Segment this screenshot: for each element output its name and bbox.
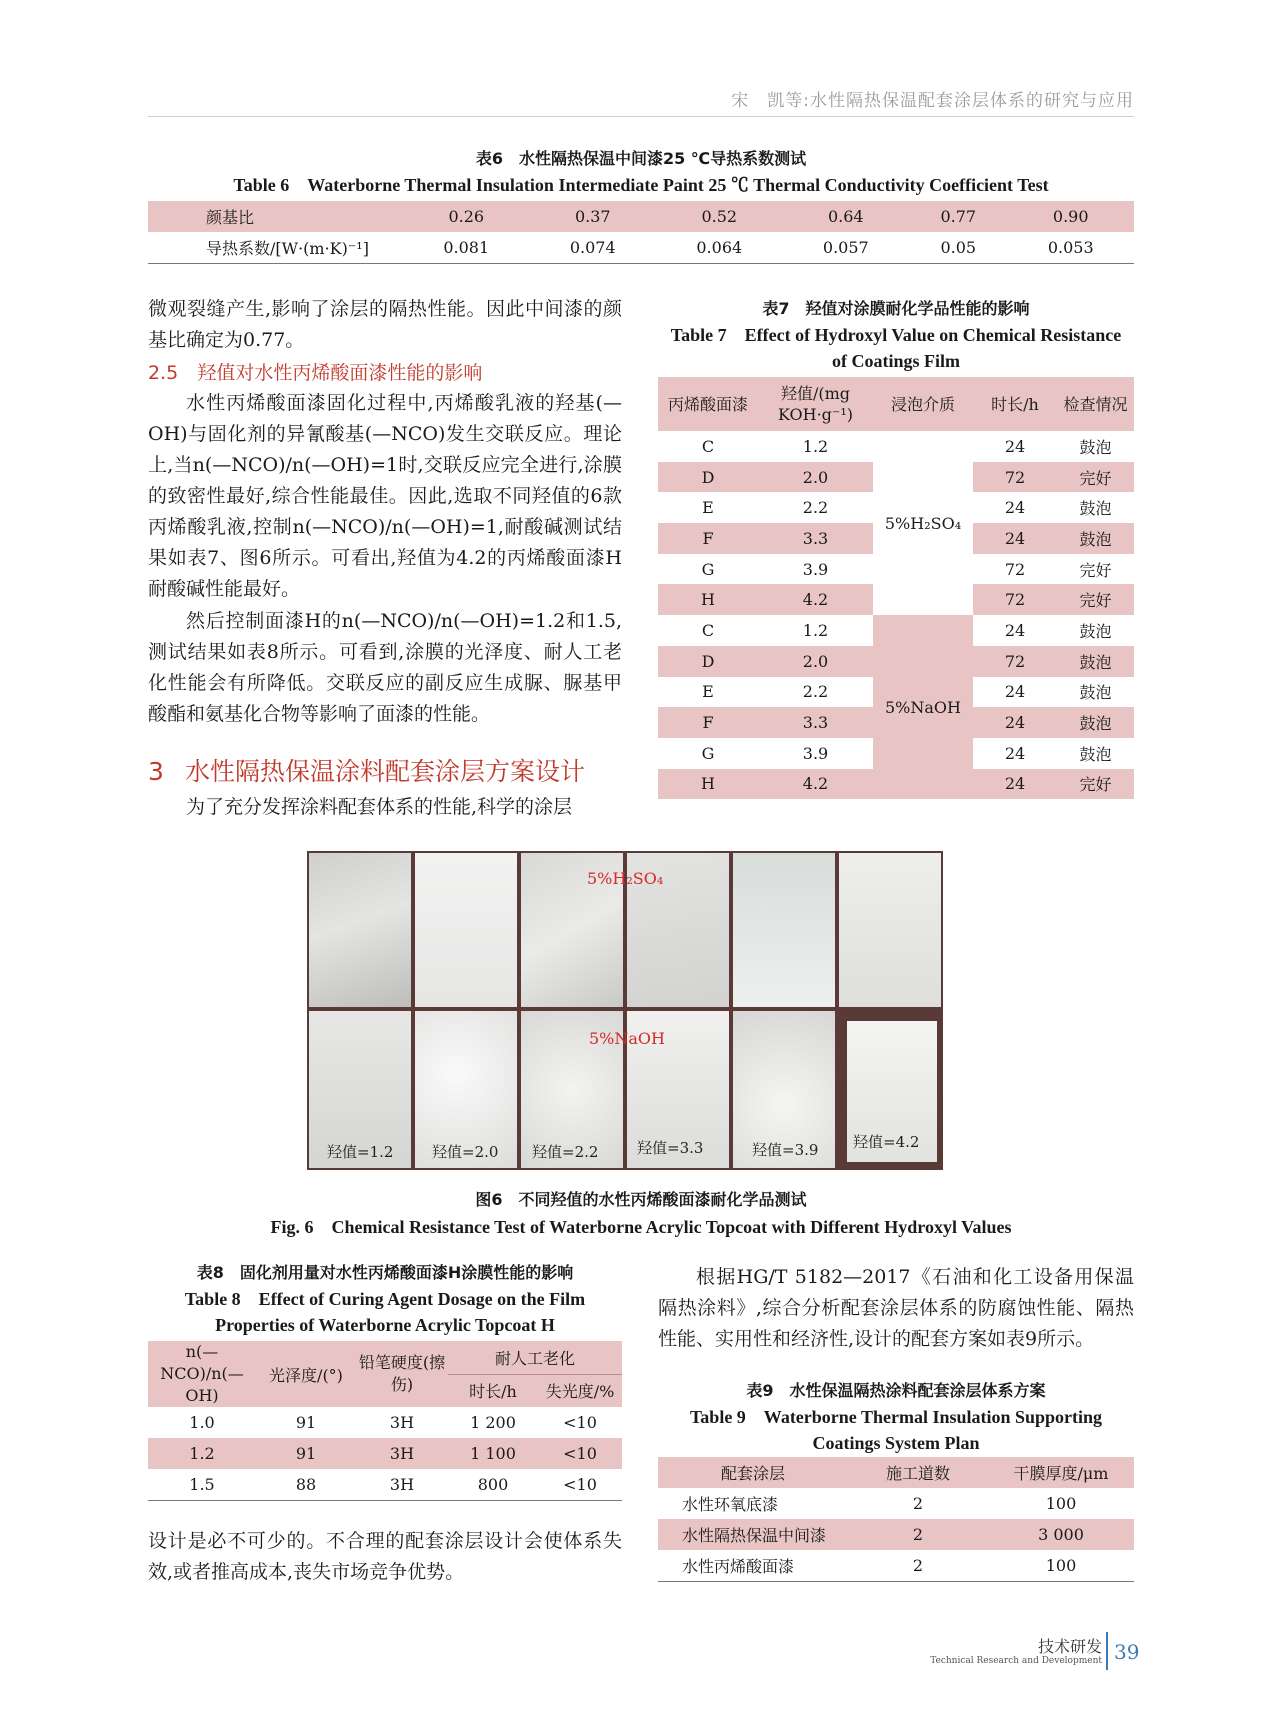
table9-cell: 水性丙烯酸面漆	[682, 1557, 795, 1576]
table7-header-row	[658, 377, 1134, 431]
table7-header: 丙烯酸面漆	[667, 394, 748, 414]
table7-cell: 2.0	[758, 646, 873, 677]
panel-label: 羟值=1.2	[327, 1143, 394, 1161]
table9-cell: 2	[912, 1556, 924, 1575]
table8-header-hardness: 铅笔硬度(擦伤)	[358, 1353, 446, 1394]
section-title: 水性隔热保温涂料配套涂层方案设计	[185, 757, 586, 786]
table7-cell: 鼓泡	[1057, 523, 1134, 554]
table8-header-row	[148, 1341, 622, 1374]
table9-cell: 水性环氧底漆	[682, 1495, 779, 1514]
table6-row-conductivity	[148, 232, 1134, 264]
table8-cell: 800	[477, 1474, 509, 1494]
table8-caption-cn: 表8 固化剂用量对水性丙烯酸面漆H涂膜性能的影响	[196, 1263, 574, 1282]
table6-cell: 0.081	[403, 232, 530, 264]
figure6-caption-en: Fig. 6 Chemical Resistance Test of Waterborne Acrylic Topcoat with Different Hydroxyl Values	[270, 1217, 1012, 1237]
table7-cell: 2.2	[802, 498, 829, 518]
table7-cell: 24	[1004, 743, 1026, 763]
table8-header-loss: 失光度/%	[545, 1382, 615, 1402]
table6-cell: 0.057	[783, 232, 910, 264]
table8-cell: 3H	[389, 1444, 415, 1463]
table9-row	[658, 1488, 1134, 1519]
table6-cell: 0.053	[1007, 232, 1134, 264]
table7-cell: 完好	[1057, 462, 1134, 493]
table9	[658, 1457, 1134, 1582]
table7-cell: 鼓泡	[1079, 621, 1112, 641]
table7-cell: 1.2	[802, 620, 829, 640]
table7-cell: 2.0	[758, 462, 873, 493]
table7-cell: 完好	[1057, 769, 1134, 800]
table9-header: 施工道数	[885, 1464, 950, 1483]
panel-label: 羟值=3.9	[752, 1141, 819, 1159]
table6-cell: 0.77	[940, 207, 977, 226]
table8-cell: <10	[563, 1474, 597, 1494]
table9-header: 配套涂层	[720, 1464, 785, 1483]
table8-header-ratio: n(—NCO)/n(—OH)	[160, 1342, 244, 1405]
table8-cell: 3H	[389, 1413, 415, 1432]
section-heading-3	[148, 752, 638, 788]
table7-cell: 24	[973, 769, 1057, 800]
table7-cell: 24	[1004, 436, 1026, 456]
table8-caption-en: Properties of Waterborne Acrylic Topcoat H	[215, 1315, 555, 1335]
table7-row	[658, 431, 1134, 462]
table9-header: 干膜厚度/μm	[1013, 1464, 1109, 1483]
table7-cell: H	[658, 584, 758, 615]
table6-cell: 0.074	[530, 232, 657, 264]
table7-cell: 24	[1004, 498, 1026, 518]
panel-label: 羟值=2.2	[532, 1143, 599, 1161]
table7-cell: E	[702, 682, 714, 702]
table7-cell: 24	[1004, 620, 1026, 640]
footer-divider	[1106, 1632, 1108, 1670]
table8-header-aging: 耐人工老化	[448, 1341, 622, 1374]
table7-cell: F	[658, 523, 758, 554]
figure6-label-acid: 5%H₂SO₄	[587, 869, 664, 888]
header-rule	[148, 116, 1134, 117]
running-header: 宋 凯等:水性隔热保温配套涂层体系的研究与应用	[731, 91, 1134, 111]
table7-cell: E	[702, 498, 714, 518]
table7-caption-en: Table 7 Effect of Hydroxyl Value on Chemical Resistance	[670, 325, 1122, 345]
table9-caption-en: Coatings System Plan	[812, 1433, 980, 1453]
table7-cell: 72	[973, 584, 1057, 615]
table7	[658, 377, 1134, 799]
paragraph: 水性丙烯酸面漆固化过程中,丙烯酸乳液的羟基(—OH)与固化剂的异氰酸基(—NCO)发生交联反应。理论上,当n(—NCO)/n(—OH)=1时,交联反应完全进行,涂膜的致密性最好,综合性能最佳。因此,选取不同羟值的6款丙烯酸乳液,控制n(—NCO)/n(—OH)=1,耐酸碱测试结果如表7、图6所示。可看出,羟值为4.2的丙烯酸面漆H耐酸碱性能最好。	[148, 392, 622, 600]
table8-header-gloss: 光泽度/(°)	[269, 1365, 343, 1385]
table9-cell: 水性隔热保温中间漆	[682, 1526, 827, 1545]
table7-cell: 鼓泡	[1057, 707, 1134, 738]
figure6-photo	[307, 851, 943, 1170]
table7-cell: 3.3	[758, 707, 873, 738]
table7-cell: 鼓泡	[1057, 646, 1134, 677]
table7-medium-base: 5%NaOH	[873, 615, 973, 799]
figure6-label-base: 5%NaOH	[589, 1029, 665, 1048]
table6-cell: 0.52	[701, 207, 738, 226]
table8-row	[148, 1407, 622, 1438]
table9-caption-en: Table 9 Waterborne Thermal Insulation Supporting	[689, 1407, 1103, 1427]
table8-cell: 91	[295, 1413, 317, 1432]
table7-header: 检查情况	[1063, 394, 1128, 414]
table7-cell: 鼓泡	[1079, 683, 1112, 703]
table7-cell: 鼓泡	[1079, 499, 1112, 519]
table6-row2-label: 导热系数/[W·(m·K)⁻¹]	[148, 232, 403, 264]
table8-cell: 91	[295, 1444, 317, 1463]
table8-cell: 88	[295, 1474, 317, 1494]
table9-cell: 100	[1045, 1494, 1077, 1513]
table8-cell: 3H	[389, 1474, 415, 1494]
table8-cell: 1 100	[470, 1444, 516, 1463]
table6-cell: 0.064	[656, 232, 783, 264]
table7-cell: G	[701, 743, 715, 763]
table8-cell: <10	[563, 1444, 597, 1463]
table7-header: 时长/h	[991, 394, 1039, 414]
table7-cell: 24	[1004, 682, 1026, 702]
table9-row	[658, 1519, 1134, 1550]
table6-row-ratio	[148, 201, 1134, 232]
table7-header: 羟值/(mg KOH·g⁻¹)	[777, 384, 854, 424]
table8	[148, 1341, 622, 1501]
table7-cell: 鼓泡	[1079, 437, 1112, 457]
table8-row	[148, 1438, 622, 1469]
table7-cell: 4.2	[758, 769, 873, 800]
page-number: 39	[1114, 1640, 1140, 1664]
table7-row	[658, 615, 1134, 646]
table8-cell: 1 200	[470, 1413, 516, 1432]
table7-header: 浸泡介质	[890, 394, 955, 414]
table8-cell: 1.0	[189, 1413, 215, 1432]
panel-acid-1	[309, 853, 411, 1007]
table7-cell: 鼓泡	[1079, 744, 1112, 764]
table6-cell: 0.05	[909, 232, 1007, 264]
figure6-caption-cn: 图6 不同羟值的水性丙烯酸面漆耐化学品测试	[475, 1190, 807, 1209]
panel-acid-2	[415, 853, 517, 1007]
table7-cell: 2.2	[802, 682, 829, 702]
table7-cell: 4.2	[758, 584, 873, 615]
paragraph: 根据HG/T 5182—2017《石油和化工设备用保温隔热涂料》,综合分析配套涂层体系的防腐蚀性能、隔热性能、实用性和经济性,设计的配套方案如表9所示。	[658, 1266, 1134, 1350]
panel-acid-6	[839, 853, 941, 1007]
table9-cell: 2	[912, 1525, 924, 1544]
table7-caption-en: of Coatings Film	[832, 351, 960, 371]
table6-row1-label: 颜基比	[206, 208, 255, 227]
table8-cell: <10	[563, 1413, 597, 1432]
table6-cell: 0.26	[448, 207, 485, 226]
table8-caption-en: Table 8 Effect of Curing Agent Dosage on the Film	[184, 1289, 586, 1309]
table6	[148, 201, 1134, 264]
table7-cell: 完好	[1079, 560, 1112, 580]
table7-cell: 72	[1004, 559, 1026, 579]
table6-cell: 0.64	[827, 207, 864, 226]
table7-cell: 3.9	[802, 743, 829, 763]
table7-caption-cn: 表7 羟值对涂膜耐化学品性能的影响	[762, 299, 1030, 318]
panel-acid-5	[733, 853, 835, 1007]
table7-cell: 72	[973, 646, 1057, 677]
panel-label: 羟值=2.0	[432, 1143, 499, 1161]
paragraph: 设计是必不可少的。不合理的配套涂层设计会使体系失效,或者推高成本,丧失市场竞争优势。	[148, 1530, 622, 1583]
table7-cell: G	[701, 559, 715, 579]
table7-cell: D	[658, 462, 758, 493]
table7-cell: F	[658, 707, 758, 738]
table8-cell: 1.2	[189, 1444, 215, 1463]
table7-cell: 完好	[1057, 584, 1134, 615]
paragraph: 微观裂缝产生,影响了涂层的隔热性能。因此中间漆的颜基比确定为0.77。	[148, 298, 622, 351]
paragraph: 为了充分发挥涂料配套体系的性能,科学的涂层	[186, 796, 573, 818]
table6-cell: 0.37	[574, 207, 611, 226]
footer-section-en: Technical Research and Development	[930, 1656, 1102, 1666]
table8-cell: 1.5	[189, 1474, 215, 1494]
table6-caption-cn: 表6 水性隔热保温中间漆25 ℃导热系数测试	[475, 149, 807, 168]
table7-cell: C	[701, 620, 715, 640]
table7-cell: 24	[973, 523, 1057, 554]
table9-header-row	[658, 1457, 1134, 1488]
section-title: 羟值对水性丙烯酸面漆性能的影响	[197, 362, 483, 384]
panel-label: 羟值=3.3	[637, 1139, 704, 1157]
footer-section-cn: 技术研发	[1037, 1637, 1102, 1656]
table7-cell: 3.3	[758, 523, 873, 554]
panel-label: 羟值=4.2	[853, 1133, 920, 1151]
table7-cell: D	[658, 646, 758, 677]
table8-header-time: 时长/h	[469, 1382, 517, 1402]
table7-cell: 24	[973, 707, 1057, 738]
table7-cell: H	[658, 769, 758, 800]
table6-caption-en: Table 6 Waterborne Thermal Insulation Intermediate Paint 25 ℃ Thermal Conductivity Coefficient Test	[233, 175, 1049, 195]
table9-cell: 2	[912, 1494, 924, 1513]
table9-caption-cn: 表9 水性保温隔热涂料配套涂层体系方案	[746, 1381, 1046, 1400]
section-heading-2-5	[148, 358, 622, 385]
table6-cell: 0.90	[1052, 207, 1089, 226]
paragraph: 然后控制面漆H的n(—NCO)/n(—OH)=1.2和1.5,测试结果如表8所示。可看到,涂膜的光泽度、耐人工老化性能会有所降低。交联反应的副反应生成脲、脲基甲酸酯和氨基化合物等影响了面漆的性能。	[148, 610, 622, 725]
section-number: 3	[148, 757, 164, 786]
table8-row	[148, 1469, 622, 1500]
table9-cell: 3 000	[1038, 1525, 1084, 1544]
table7-cell: 72	[973, 462, 1057, 493]
table9-row	[658, 1550, 1134, 1582]
table7-medium-acid: 5%H₂SO₄	[873, 431, 973, 615]
table9-cell: 100	[1045, 1556, 1077, 1575]
table7-cell: 3.9	[802, 559, 829, 579]
section-number: 2.5	[148, 362, 179, 384]
table7-cell: 1.2	[802, 436, 829, 456]
table7-cell: C	[701, 436, 715, 456]
